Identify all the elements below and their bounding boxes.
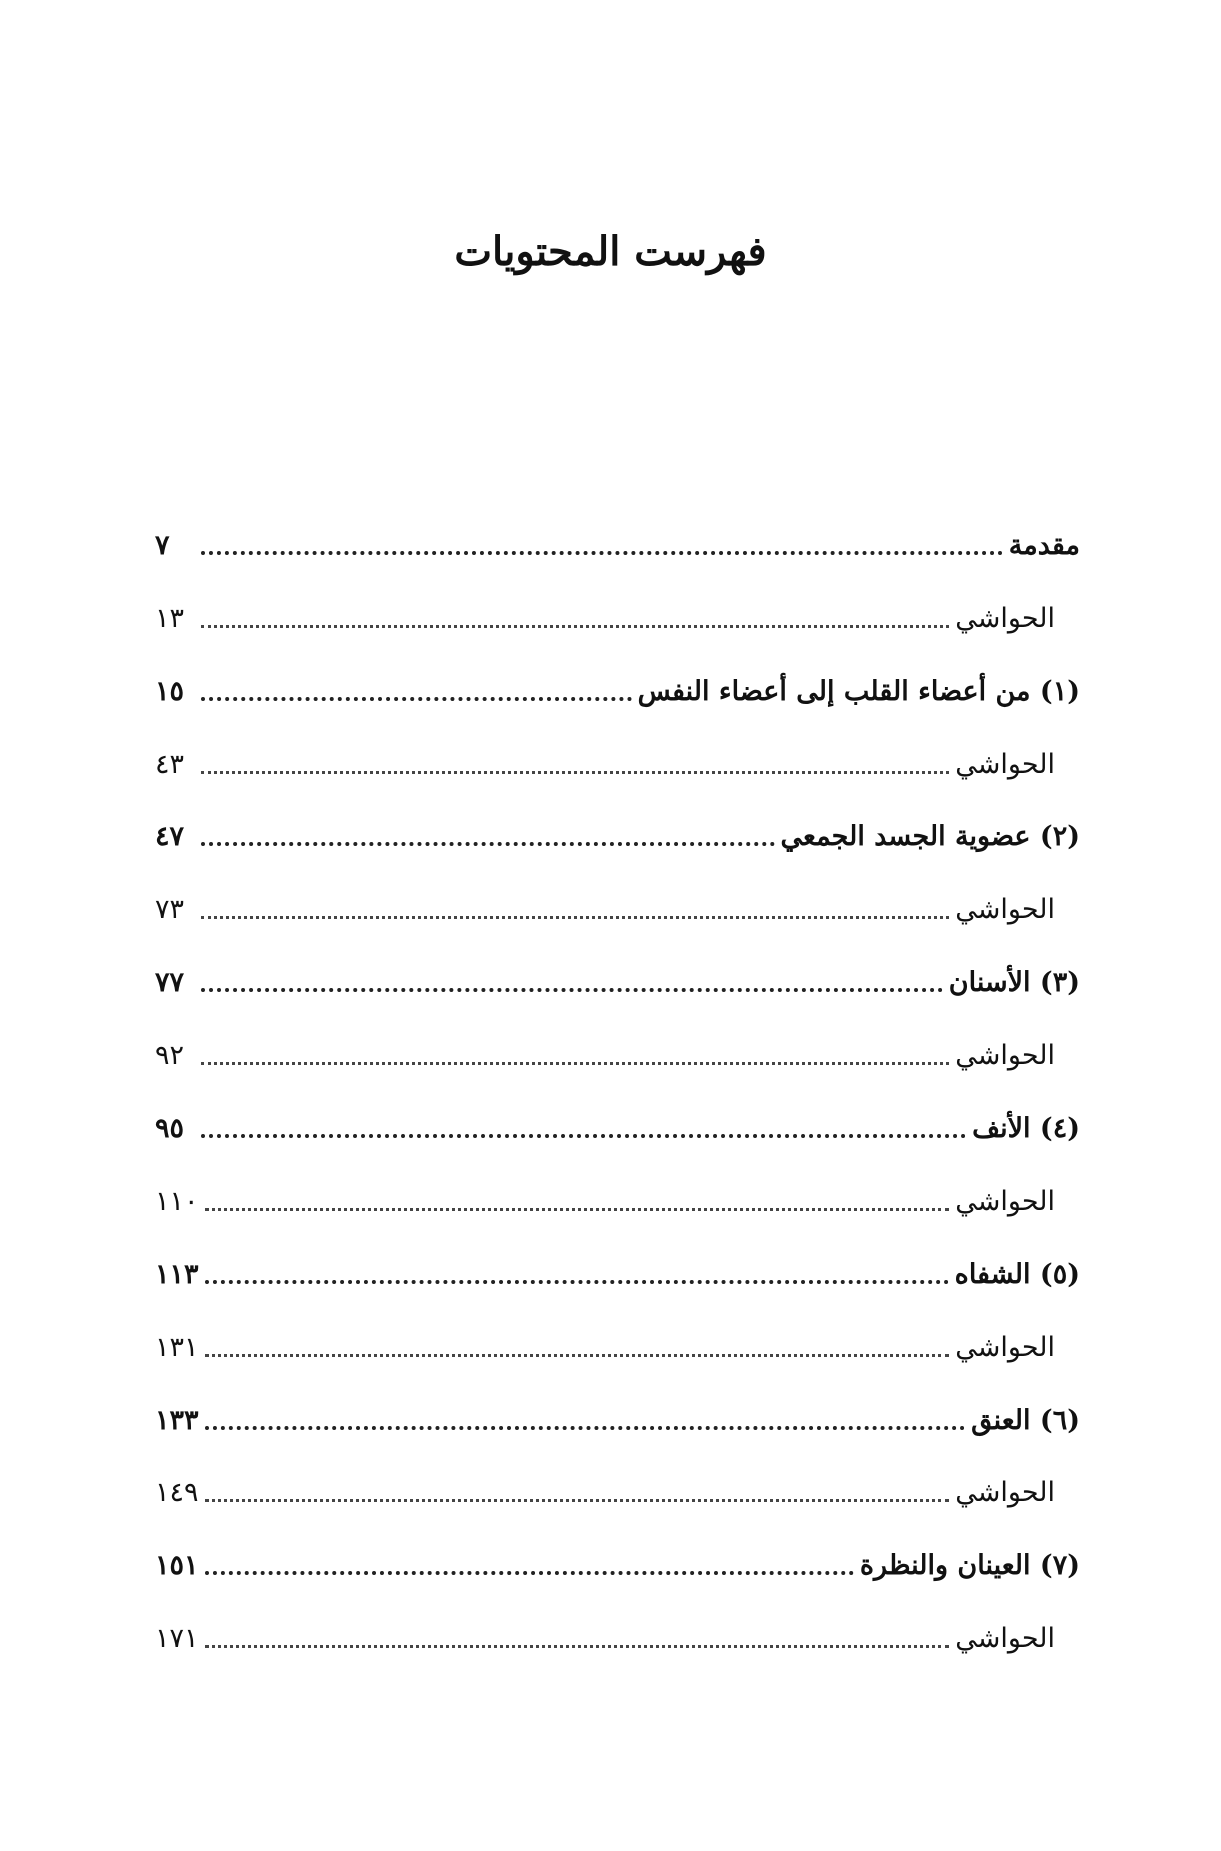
toc-entry[interactable] (155, 1368, 1080, 1441)
toc-entry-title: الحواشي (955, 1331, 1055, 1363)
dot-leader (205, 1207, 950, 1211)
toc-entry[interactable] (155, 566, 1080, 639)
dot-leader (205, 1571, 854, 1575)
toc-entry-title: (٤) الأنف (972, 1113, 1080, 1145)
toc-entry[interactable] (155, 785, 1080, 858)
toc-entry-page: ٩٥ (155, 1113, 185, 1145)
dot-leader (201, 624, 949, 628)
toc-entry-page: ١٤٩ (155, 1477, 199, 1509)
dot-leader (201, 842, 775, 846)
toc-entry-page: ١١٠ (155, 1185, 199, 1217)
toc-entry[interactable] (155, 639, 1080, 712)
toc-entry[interactable] (155, 1295, 1080, 1368)
toc-entry[interactable] (155, 1586, 1080, 1659)
toc-entry-page: ٤٣ (155, 748, 185, 780)
dot-leader (201, 915, 949, 919)
toc-entry-page: ٩٢ (155, 1040, 185, 1072)
toc-entry-page: ٧٧ (155, 967, 185, 999)
toc-entry-title: (٣) الأسنان (948, 967, 1080, 999)
toc-entry-title: (٦) العنق (971, 1404, 1080, 1436)
toc-entry-page: ٧ (155, 529, 170, 561)
toc-entry-title: الحواشي (955, 1040, 1055, 1072)
dot-leader (205, 1280, 949, 1284)
dot-leader (201, 697, 632, 701)
toc-entry-page: ١٣٣ (155, 1404, 199, 1436)
toc-entry-page: ١٣١ (155, 1331, 199, 1363)
toc-entry-page: ١١٣ (155, 1258, 199, 1290)
dot-leader (201, 1134, 966, 1138)
toc-entry-title: الحواشي (955, 602, 1055, 634)
toc-entry-title: (٥) الشفاه (954, 1258, 1080, 1290)
toc-entry-title: (٧) العينان والنظرة (859, 1550, 1080, 1582)
page-title: فهرست المحتويات (454, 228, 767, 275)
toc-entry-page: ١٥١ (155, 1550, 199, 1582)
toc-entry-title: الحواشي (955, 894, 1055, 926)
toc-entry-title: (٢) عضوية الجسد الجمعي (780, 821, 1080, 853)
toc-entry[interactable] (155, 712, 1080, 785)
toc-entry[interactable] (155, 930, 1080, 1003)
toc-entry[interactable] (155, 1222, 1080, 1295)
toc-entry-title: مقدمة (1008, 529, 1080, 561)
dot-leader (201, 770, 949, 774)
toc-entry[interactable] (155, 1003, 1080, 1076)
toc-entry-title: (١) من أعضاء القلب إلى أعضاء النفس (637, 675, 1080, 707)
dot-leader (201, 551, 1003, 555)
toc-entry-page: ١٥ (155, 675, 185, 707)
toc-entry[interactable] (155, 1076, 1080, 1149)
toc-entry-title: الحواشي (955, 748, 1055, 780)
toc-entry[interactable] (155, 857, 1080, 930)
dot-leader (201, 988, 943, 992)
toc-entry[interactable] (155, 1513, 1080, 1586)
toc-entry-page: ١٧١ (155, 1623, 199, 1655)
toc-entry[interactable] (155, 493, 1080, 566)
toc-entry-title: الحواشي (955, 1477, 1055, 1509)
dot-leader (205, 1644, 950, 1648)
toc-entry[interactable] (155, 1149, 1080, 1222)
toc-entry-page: ٤٧ (155, 821, 185, 853)
table-of-contents (155, 493, 1080, 1659)
toc-entry-title: الحواشي (955, 1623, 1055, 1655)
dot-leader (205, 1498, 950, 1502)
dot-leader (205, 1353, 950, 1357)
dot-leader (205, 1426, 966, 1430)
toc-entry-page: ٧٣ (155, 894, 185, 926)
toc-entry-title: الحواشي (955, 1185, 1055, 1217)
toc-entry[interactable] (155, 1441, 1080, 1514)
dot-leader (201, 1061, 949, 1065)
toc-entry-page: ١٣ (155, 602, 185, 634)
